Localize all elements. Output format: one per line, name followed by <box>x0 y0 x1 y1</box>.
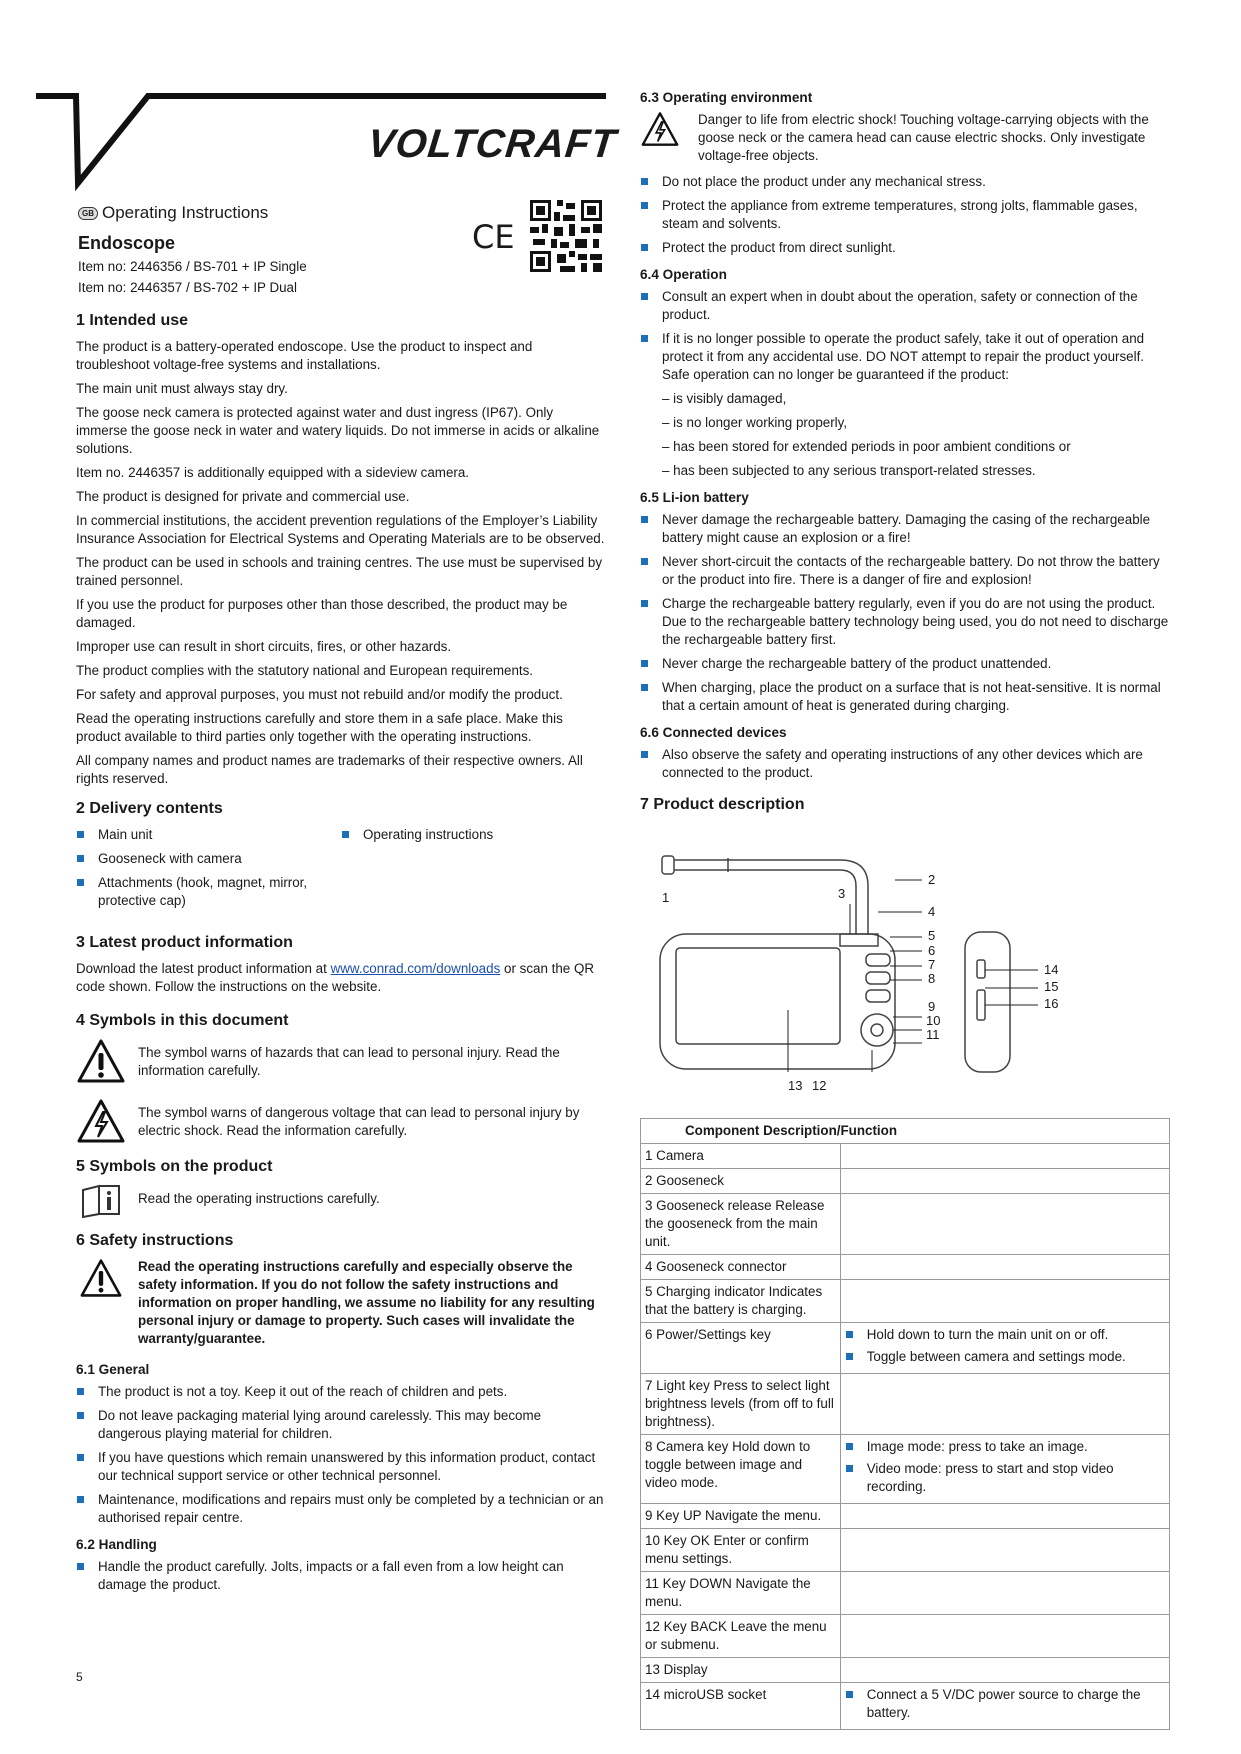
qr-code <box>530 200 602 272</box>
paragraph: Download the latest product information at www.conrad.com/downloads or scan the QR code shown. Follow the instructions on the website. <box>76 961 595 994</box>
function-cell <box>840 1683 1169 1730</box>
list-item: Maintenance, modifications and repairs must only be completed by a technician or an authorised repair centre. <box>76 1491 606 1527</box>
right-column <box>640 90 1175 822</box>
list-item: Also observe the safety and operating instructions of any other devices which are connected to the product. <box>640 746 1175 782</box>
paragraph: All company names and product names are trademarks of their respective owners. All rights reserved. <box>76 753 583 786</box>
callout-label: 13 <box>788 1078 803 1093</box>
list-item: Handle the product carefully. Jolts, impacts or a fall even from a low height can damage the product. <box>76 1558 606 1594</box>
list-item: Do not place the product under any mechanical stress. <box>640 173 1175 191</box>
component-cell: 12 Key BACK Leave the menu or submenu. <box>641 1615 841 1658</box>
function-cell <box>840 1529 1169 1572</box>
table-row <box>641 1658 1170 1683</box>
paragraph: The product can be used in schools and training centres. The use must be supervised by trained personnel. <box>76 555 603 588</box>
list-item: Consult an expert when in doubt about the operation, safety or connection of the product. <box>640 288 1175 324</box>
list-item: Protect the appliance from extreme temperatures, strong jolts, flammable gases, steam and solvents. <box>640 197 1175 233</box>
function-cell <box>840 1435 1169 1504</box>
symbol-row <box>76 1184 606 1218</box>
table-header: Component Description/Function <box>641 1119 1170 1144</box>
component-cell: 2 Gooseneck <box>641 1169 841 1194</box>
component-cell: 3 Gooseneck release Release the gooseneck from the main unit. <box>641 1194 841 1255</box>
paragraph: For safety and approval purposes, you must not rebuild and/or modify the product. <box>76 687 563 702</box>
left-column <box>76 310 606 1600</box>
callout-label: 4 <box>928 904 936 919</box>
paragraph: The goose neck camera is protected against water and dust ingress (IP67). Only immerse the goose neck in water and watery liquids. Do not immerse in acids or alkaline solutions. <box>76 405 600 456</box>
callout-label: 2 <box>928 872 936 887</box>
subsection-heading: 6.5 Li-ion battery <box>640 490 749 505</box>
table-row <box>641 1374 1170 1435</box>
condition-item: – has been subjected to any serious transport-related stresses. <box>662 463 1036 478</box>
section-heading: 7 Product description <box>640 796 805 813</box>
function-item: Toggle between camera and settings mode. <box>845 1348 1165 1366</box>
table-row <box>641 1144 1170 1169</box>
page-number: 5 <box>76 1670 83 1684</box>
list-item: Charge the rechargeable battery regularly, even if you do are not using the product. Due to the rechargeable battery technology being used, you do not need to discharge the rechargeable battery first. <box>640 595 1175 649</box>
paragraph: Read the operating instructions carefully and store them in a safe place. Make this product available to third parties only together with the operating instructions. <box>76 711 563 744</box>
symbol-text: The symbol warns of hazards that can lead to personal injury. Read the information carefully. <box>138 1045 560 1078</box>
ce-mark: CE <box>472 218 515 256</box>
function-cell <box>840 1504 1169 1529</box>
list-item: The product is not a toy. Keep it out of the reach of children and pets. <box>76 1383 606 1401</box>
brand-logo: VOLTCRAFT <box>365 122 619 166</box>
component-cell: 1 Camera <box>641 1144 841 1169</box>
symbol-text: The symbol warns of dangerous voltage that can lead to personal injury by electric shock. Read the information carefully. <box>138 1105 580 1138</box>
table-row <box>641 1572 1170 1615</box>
component-cell: 4 Gooseneck connector <box>641 1255 841 1280</box>
table-row <box>641 1504 1170 1529</box>
table-row <box>641 1194 1170 1255</box>
component-cell: 10 Key OK Enter or confirm menu settings. <box>641 1529 841 1572</box>
table-row <box>641 1255 1170 1280</box>
callout-label: 5 <box>928 928 936 943</box>
list-item: Operating instructions <box>341 826 601 844</box>
function-cell <box>840 1280 1169 1323</box>
list-item: Attachments (hook, magnet, mirror, protective cap) <box>76 874 318 910</box>
component-cell: 11 Key DOWN Navigate the menu. <box>641 1572 841 1615</box>
list-item: Gooseneck with camera <box>76 850 341 868</box>
warning-triangle-icon <box>76 1258 126 1298</box>
safety-intro: Read the operating instructions carefully and especially observe the safety information. If you do not follow the safety instructions and information on proper handling, we assume no liability for any resulting personal injury or damage to property. Such cases will invalidate the warranty/guarantee. <box>138 1259 595 1346</box>
table-row <box>641 1323 1170 1374</box>
function-cell <box>840 1194 1169 1255</box>
section-heading: 4 Symbols in this document <box>76 1012 289 1029</box>
doc-type-row <box>78 203 268 223</box>
section-heading: 1 Intended use <box>76 312 189 329</box>
function-cell <box>840 1658 1169 1683</box>
subsection-heading: 6.2 Handling <box>76 1537 157 1552</box>
list-item: Never charge the rechargeable battery of the product unattended. <box>640 655 1175 673</box>
component-cell: 7 Light key Press to select light brightness levels (from off to full brightness). <box>641 1374 841 1435</box>
section-heading: 3 Latest product information <box>76 934 293 951</box>
paragraph: The product is designed for private and commercial use. <box>76 489 410 504</box>
component-table-wrap <box>640 1118 1170 1730</box>
table-row <box>641 1169 1170 1194</box>
item-number-2: Item no: 2446357 / BS-702 + IP Dual <box>78 280 297 295</box>
list-item: Do not leave packaging material lying around carelessly. This may become dangerous playing material for children. <box>76 1407 606 1443</box>
callout-label: 9 <box>928 999 936 1014</box>
condition-item: – has been stored for extended periods in poor ambient conditions or <box>662 439 1071 454</box>
section-heading: 6 Safety instructions <box>76 1232 234 1249</box>
product-diagram <box>640 850 1080 1100</box>
condition-item: – is visibly damaged, <box>662 391 787 406</box>
symbol-row <box>76 1098 606 1144</box>
component-cell: 14 microUSB socket <box>641 1683 841 1730</box>
table-row <box>641 1615 1170 1658</box>
component-cell: 6 Power/Settings key <box>641 1323 841 1374</box>
function-cell <box>840 1572 1169 1615</box>
list-item: Never short-circuit the contacts of the rechargeable battery. Do not throw the battery or the product into fire. There is a danger of fire and explosion! <box>640 553 1175 589</box>
function-cell <box>840 1323 1169 1374</box>
list-item: If it is no longer possible to operate the product safely, take it out of operation and protect it from any accidental use. DO NOT attempt to repair the product yourself. Safe operation can no longer be guaranteed if the product: <box>640 330 1175 384</box>
table-row <box>641 1683 1170 1730</box>
function-cell <box>840 1144 1169 1169</box>
component-cell: 8 Camera key Hold down to toggle between image and video mode. <box>641 1435 841 1504</box>
subsection-heading: 6.4 Operation <box>640 267 727 282</box>
danger-text: Danger to life from electric shock! Touching voltage-carrying objects with the goose neck or the camera head can cause electric shocks. Only investigate voltage-free objects. <box>698 112 1149 163</box>
item-number-1: Item no: 2446356 / BS-701 + IP Single <box>78 259 307 274</box>
table-row <box>641 1529 1170 1572</box>
table-header-row <box>641 1119 1170 1144</box>
list-item: When charging, place the product on a surface that is not heat-sensitive. It is normal that a certain amount of heat is generated during charging. <box>640 679 1175 715</box>
endoscope-drawing <box>640 850 1080 1100</box>
callout-label: 3 <box>838 886 846 901</box>
callout-label: 7 <box>928 957 936 972</box>
high-voltage-icon <box>640 111 680 147</box>
callout-label: 1 <box>662 890 670 905</box>
paragraph: In commercial institutions, the accident prevention regulations of the Employer’s Liability Insurance Association for Electrical Systems and Operating Materials are to be observed. <box>76 513 605 546</box>
condition-item: – is no longer working properly, <box>662 415 848 430</box>
callout-label: 10 <box>926 1013 941 1028</box>
list-item: Never damage the rechargeable battery. Damaging the casing of the rechargeable battery might cause an explosion or a fire! <box>640 511 1175 547</box>
component-table <box>640 1118 1170 1730</box>
symbol-text: Read the operating instructions carefully. <box>138 1191 380 1206</box>
function-item: Hold down to turn the main unit on or off. <box>845 1326 1165 1344</box>
callout-label: 16 <box>1044 996 1059 1011</box>
list-item: Protect the product from direct sunlight. <box>640 239 1175 257</box>
subsection-heading: 6.3 Operating environment <box>640 90 813 105</box>
callout-label: 11 <box>926 1027 940 1042</box>
subsection-heading: 6.6 Connected devices <box>640 725 787 740</box>
callout-label: 12 <box>812 1078 827 1093</box>
component-cell: 5 Charging indicator Indicates that the battery is charging. <box>641 1280 841 1323</box>
list-item: If you have questions which remain unanswered by this information product, contact our technical support service or other technical personnel. <box>76 1449 606 1485</box>
gb-badge: GB <box>78 207 98 220</box>
read-manual-icon <box>76 1184 126 1218</box>
section-heading: 2 Delivery contents <box>76 800 223 817</box>
section-heading: 5 Symbols on the product <box>76 1158 273 1175</box>
function-item: Connect a 5 V/DC power source to charge the battery. <box>845 1686 1165 1722</box>
function-cell <box>840 1169 1169 1194</box>
doc-type: Operating Instructions <box>102 203 269 222</box>
function-cell <box>840 1374 1169 1435</box>
paragraph: The main unit must always stay dry. <box>76 381 288 396</box>
subsection-heading: 6.1 General <box>76 1362 150 1377</box>
product-title: Endoscope <box>78 233 176 253</box>
callout-label: 14 <box>1044 962 1059 977</box>
paragraph: The product is a battery-operated endoscope. Use the product to inspect and troubleshoot voltage-free systems and installations. <box>76 339 533 372</box>
callout-label: 15 <box>1044 979 1059 994</box>
table-row <box>641 1280 1170 1323</box>
downloads-link[interactable]: www.conrad.com/downloads <box>330 961 501 976</box>
symbol-row <box>76 1258 606 1348</box>
paragraph: The product complies with the statutory national and European requirements. <box>76 663 534 678</box>
symbol-row <box>640 111 1175 165</box>
component-cell: 9 Key UP Navigate the menu. <box>641 1504 841 1529</box>
callout-label: 6 <box>928 943 936 958</box>
high-voltage-icon <box>76 1098 126 1144</box>
list-item: Main unit <box>76 826 341 844</box>
function-item: Image mode: press to take an image. <box>845 1438 1165 1456</box>
delivery-list <box>76 826 606 922</box>
paragraph: If you use the product for purposes other than those described, the product may be damaged. <box>76 597 568 630</box>
table-row <box>641 1435 1170 1504</box>
function-cell <box>840 1615 1169 1658</box>
paragraph: Improper use can result in short circuits, fires, or other hazards. <box>76 639 452 654</box>
paragraph: Item no. 2446357 is additionally equipped with a sideview camera. <box>76 465 470 480</box>
callout-label: 8 <box>928 971 936 986</box>
function-cell <box>840 1255 1169 1280</box>
warning-triangle-icon <box>76 1038 126 1084</box>
component-cell: 13 Display <box>641 1658 841 1683</box>
symbol-row <box>76 1038 606 1084</box>
function-item: Video mode: press to start and stop video recording. <box>845 1460 1165 1496</box>
